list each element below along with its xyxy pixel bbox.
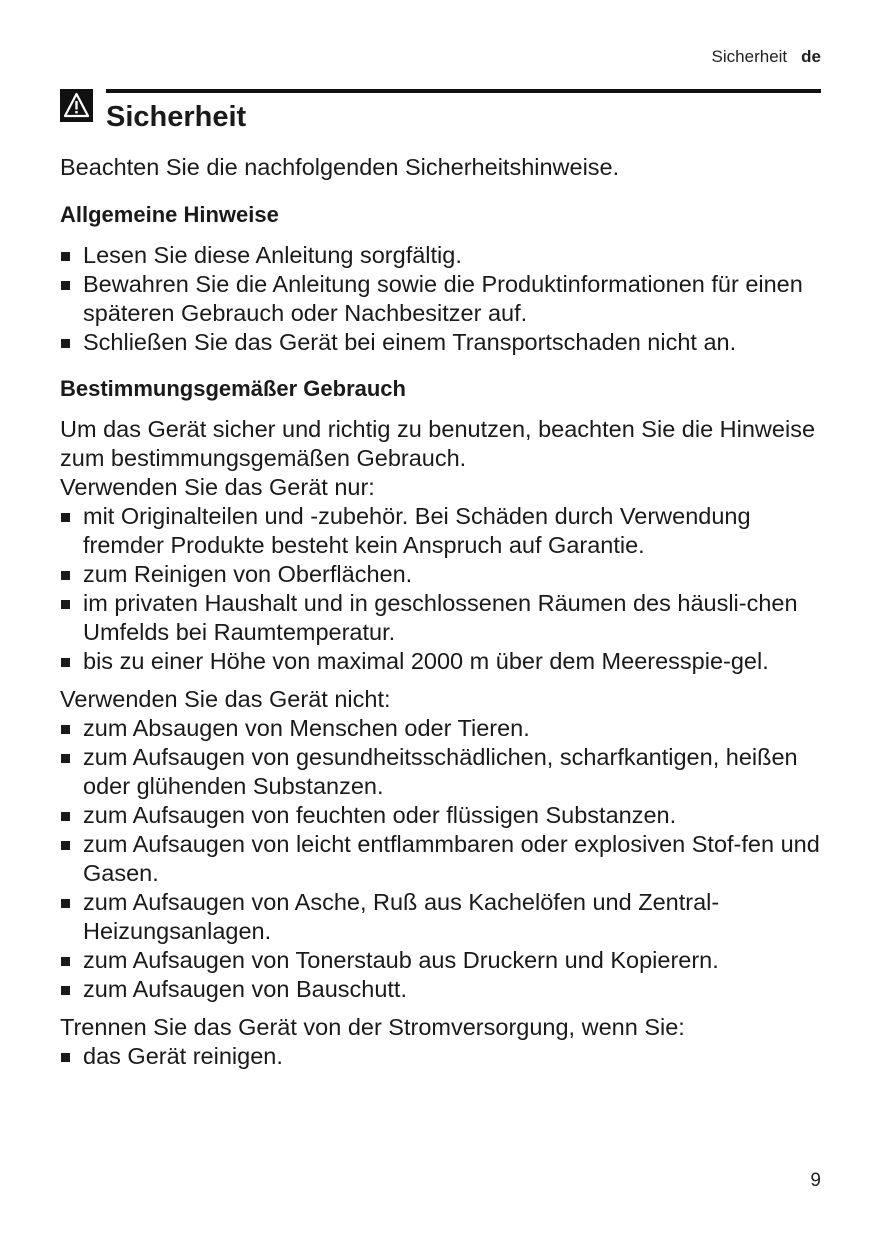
general-heading: Allgemeine Hinweise <box>60 202 279 227</box>
list-item: Schließen Sie das Gerät bei einem Transportschaden nicht an. <box>60 328 825 357</box>
list-item: zum Aufsaugen von feuchten oder flüssigen Substanzen. <box>60 801 825 830</box>
intro-text: Beachten Sie die nachfolgenden Sicherheitshinweise. <box>60 154 620 180</box>
list-item: zum Aufsaugen von gesundheitsschädlichen, scharfkantigen, heißen oder glühenden Substanzen. <box>60 743 825 801</box>
list-item: zum Aufsaugen von Bauschutt. <box>60 975 825 1004</box>
intended-use-paragraph: Um das Gerät sicher und richtig zu benutzen, beachten Sie die Hinweise zum bestimmungsgemäßen Gebrauch. <box>60 416 816 471</box>
list-item: zum Absaugen von Menschen oder Tieren. <box>60 714 825 743</box>
page-title: Sicherheit <box>106 101 247 133</box>
header-language: de <box>801 47 821 66</box>
header-section: Sicherheit <box>711 47 788 66</box>
page-number: 9 <box>810 1170 821 1191</box>
list-item: Lesen Sie diese Anleitung sorgfältig. <box>60 241 825 270</box>
running-header <box>712 47 821 67</box>
title-rule <box>106 89 821 93</box>
document-body <box>60 153 825 1071</box>
list-item: mit Originalteilen und -zubehör. Bei Schäden durch Verwendung fremder Produkte besteht kein Anspruch auf Garantie. <box>60 502 825 560</box>
use-only-intro: Verwenden Sie das Gerät nur: <box>60 474 375 500</box>
disconnect-intro: Trennen Sie das Gerät von der Stromversorgung, wenn Sie: <box>60 1014 685 1040</box>
warning-icon <box>60 89 93 122</box>
intended-use-heading: Bestimmungsgemäßer Gebrauch <box>60 376 406 401</box>
list-item: bis zu einer Höhe von maximal 2000 m über dem Meeresspie-gel. <box>60 647 825 676</box>
list-item: Bewahren Sie die Anleitung sowie die Produktinformationen für einen späteren Gebrauch oder Nachbesitzer auf. <box>60 270 825 328</box>
disconnect-list <box>60 1042 825 1071</box>
list-item: das Gerät reinigen. <box>60 1042 825 1071</box>
list-item: zum Aufsaugen von Tonerstaub aus Druckern und Kopierern. <box>60 946 825 975</box>
use-only-list <box>60 502 825 676</box>
general-list <box>60 241 825 357</box>
do-not-use-list <box>60 714 825 1004</box>
list-item: im privaten Haushalt und in geschlossenen Räumen des häusli-chen Umfelds bei Raumtemperatur. <box>60 589 825 647</box>
list-item: zum Aufsaugen von Asche, Ruß aus Kachelöfen und Zentral-Heizungsanlagen. <box>60 888 825 946</box>
do-not-use-intro: Verwenden Sie das Gerät nicht: <box>60 686 391 712</box>
list-item: zum Aufsaugen von leicht entflammbaren oder explosiven Stof-fen und Gasen. <box>60 830 825 888</box>
list-item: zum Reinigen von Oberflächen. <box>60 560 825 589</box>
